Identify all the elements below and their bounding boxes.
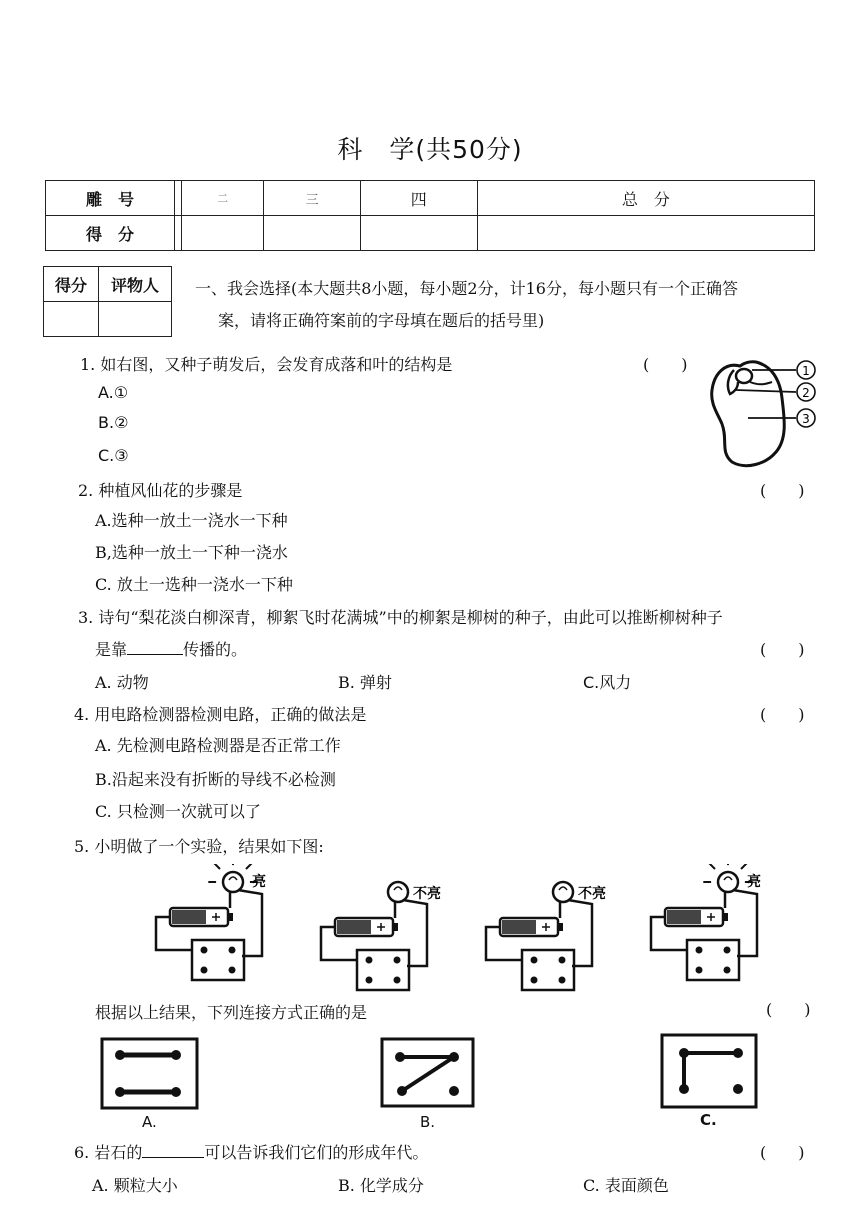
circuit-result-label: 不亮 xyxy=(413,886,441,902)
board-terminal xyxy=(201,947,208,954)
circuit-figure xyxy=(315,874,450,996)
q1-answer-paren[interactable]: ( ) xyxy=(643,355,688,374)
q6-stem-post: 可以告诉我们它们的形成年代。 xyxy=(204,1143,429,1162)
q5-option-b-label: B. xyxy=(420,1113,436,1131)
battery-terminal xyxy=(558,923,563,931)
bulb-filament-icon xyxy=(559,887,567,890)
q3-answer-paren[interactable]: ( ) xyxy=(760,640,805,659)
bulb-icon xyxy=(388,882,408,902)
q4-option-c: C. 只检测一次就可以了 xyxy=(95,802,261,821)
grader-name-cell[interactable] xyxy=(99,302,172,337)
page-title: 科 学(共50分) xyxy=(337,135,523,164)
score-table-cell xyxy=(175,181,182,216)
circuit-result-label: 亮 xyxy=(252,874,266,890)
score-input-cell[interactable] xyxy=(181,216,264,251)
q5-option-b-board xyxy=(380,1037,476,1109)
board-terminal xyxy=(696,967,703,974)
light-ray-icon xyxy=(741,864,747,869)
q1-option-a: A.① xyxy=(98,383,129,402)
q3-stem-line1: 3. 诗句“梨花淡白柳深青，柳絮飞时花满城”中的柳絮是柳树的种子，由此可以推断柳树种子 xyxy=(78,608,723,627)
test-board xyxy=(522,950,574,990)
q6-option-a: A. 颗粒大小 xyxy=(92,1176,178,1195)
circuit-figure xyxy=(150,864,285,986)
board-terminal xyxy=(724,967,731,974)
q5-stem: 5. 小明做了一个实验，结果如下图: xyxy=(74,837,324,856)
q3-stem-pre: 是靠 xyxy=(95,640,128,659)
score-table-cell: 四 xyxy=(360,181,477,216)
q3-stem-line2 xyxy=(95,637,247,660)
battery-terminal xyxy=(723,913,728,921)
board-terminal xyxy=(559,957,566,964)
bulb-filament-icon xyxy=(229,877,237,880)
score-table-cell: 总 分 xyxy=(477,181,814,216)
board-terminal xyxy=(696,947,703,954)
score-input-cell[interactable] xyxy=(360,216,477,251)
bulb-filament-icon xyxy=(724,877,732,880)
circuit-result-label: 不亮 xyxy=(578,886,606,902)
q6-option-b: B. 化学成分 xyxy=(338,1176,424,1195)
q5-option-a-board xyxy=(100,1037,200,1111)
q3-option-b: B. 弹射 xyxy=(338,673,392,692)
q6-option-c: C. 表面颜色 xyxy=(583,1176,669,1195)
battery-fill xyxy=(667,910,701,924)
score-row-label: 得 分 xyxy=(46,216,175,251)
q3-stem-post: 传播的。 xyxy=(183,640,248,659)
board-terminal xyxy=(531,957,538,964)
score-input-cell[interactable] xyxy=(175,216,182,251)
q5-answer-paren[interactable]: ( ) xyxy=(766,1000,811,1019)
board-terminal xyxy=(229,967,236,974)
score-table-cell: 二 xyxy=(181,181,264,216)
score-table-cell: 雕 号 xyxy=(46,181,175,216)
svg-text:3: 3 xyxy=(802,412,810,426)
wire xyxy=(403,900,427,966)
svg-text:1: 1 xyxy=(802,364,810,378)
q6-stem-pre: 6. 岩石的 xyxy=(74,1143,143,1162)
board-terminal xyxy=(229,947,236,954)
grader-name-header: 评物人 xyxy=(99,267,172,302)
battery-fill xyxy=(337,920,371,934)
score-table-score-row xyxy=(46,216,815,251)
battery-terminal xyxy=(228,913,233,921)
q3-blank[interactable] xyxy=(127,640,183,655)
q6-answer-paren[interactable]: ( ) xyxy=(760,1143,805,1162)
board-terminal xyxy=(724,947,731,954)
battery-terminal xyxy=(393,923,398,931)
q1-stem: 1. 如右图，又种子萌发后，会发育成落和叶的结构是 xyxy=(80,355,453,374)
wire xyxy=(733,890,757,956)
q6-stem xyxy=(74,1140,428,1163)
section-heading-line2: 案，请将正确符案前的字母填在题后的括号里) xyxy=(218,311,545,330)
q2-answer-paren[interactable]: ( ) xyxy=(760,481,805,500)
score-input-cell[interactable] xyxy=(477,216,814,251)
q6-blank[interactable] xyxy=(142,1143,204,1158)
light-ray-icon xyxy=(709,864,715,869)
wire xyxy=(238,890,262,956)
grader-score-cell[interactable] xyxy=(44,302,99,337)
board-terminal xyxy=(201,967,208,974)
q3-option-a: A. 动物 xyxy=(95,673,149,692)
score-table-cell: 三 xyxy=(264,181,360,216)
score-table-header-row xyxy=(46,181,815,216)
bulb-icon xyxy=(718,872,738,892)
bulb-icon xyxy=(223,872,243,892)
circuit-figure xyxy=(480,874,615,996)
q4-stem: 4. 用电路检测器检测电路，正确的做法是 xyxy=(74,705,367,724)
wire xyxy=(568,900,592,966)
section-heading-line1: 一、我会选择(本大题共8小题，每小题2分，计16分，每小题只有一个正确答 xyxy=(195,279,738,298)
q2-option-b: B,选种一放土一下种一浇水 xyxy=(95,543,288,562)
bulb-filament-icon xyxy=(394,887,402,890)
circuit-figure xyxy=(645,864,780,986)
board-terminal xyxy=(394,957,401,964)
circuit-result-label: 亮 xyxy=(747,874,761,890)
svg-text:2: 2 xyxy=(802,386,810,400)
q2-option-a: A.选种一放土一浇水一下种 xyxy=(95,511,288,530)
test-board xyxy=(687,940,739,980)
test-board xyxy=(192,940,244,980)
test-board xyxy=(357,950,409,990)
bulb-icon xyxy=(553,882,573,902)
grader-box xyxy=(43,266,172,337)
board-terminal xyxy=(394,977,401,984)
score-table xyxy=(45,180,815,251)
light-ray-icon xyxy=(246,864,252,869)
board-terminal xyxy=(559,977,566,984)
q5-option-a-label: A. xyxy=(142,1113,157,1131)
battery-fill xyxy=(172,910,206,924)
q4-option-b: B.沿起来没有折断的导线不必检测 xyxy=(95,770,336,789)
grader-score-header: 得分 xyxy=(44,267,99,302)
score-input-cell[interactable] xyxy=(264,216,360,251)
board-terminal xyxy=(531,977,538,984)
board-terminal xyxy=(366,977,373,984)
q2-stem: 2. 种植风仙花的步骤是 xyxy=(78,481,243,500)
q5-question: 根据以上结果，下列连接方式正确的是 xyxy=(95,1003,368,1022)
q3-option-c: C.风力 xyxy=(583,673,632,692)
q5-option-c-board xyxy=(660,1033,760,1111)
q5-option-c-label: C. xyxy=(700,1111,717,1129)
q1-option-c: C.③ xyxy=(98,446,129,465)
q4-answer-paren[interactable]: ( ) xyxy=(760,705,805,724)
q1-option-b: B.② xyxy=(98,413,129,432)
light-ray-icon xyxy=(214,864,220,869)
battery-fill xyxy=(502,920,536,934)
q2-option-c: C. 放土一选种一浇水一下种 xyxy=(95,575,293,594)
bean-seed-diagram xyxy=(700,352,825,470)
board-terminal xyxy=(366,957,373,964)
q4-option-a: A. 先检测电路检测器是否正常工作 xyxy=(95,736,341,755)
